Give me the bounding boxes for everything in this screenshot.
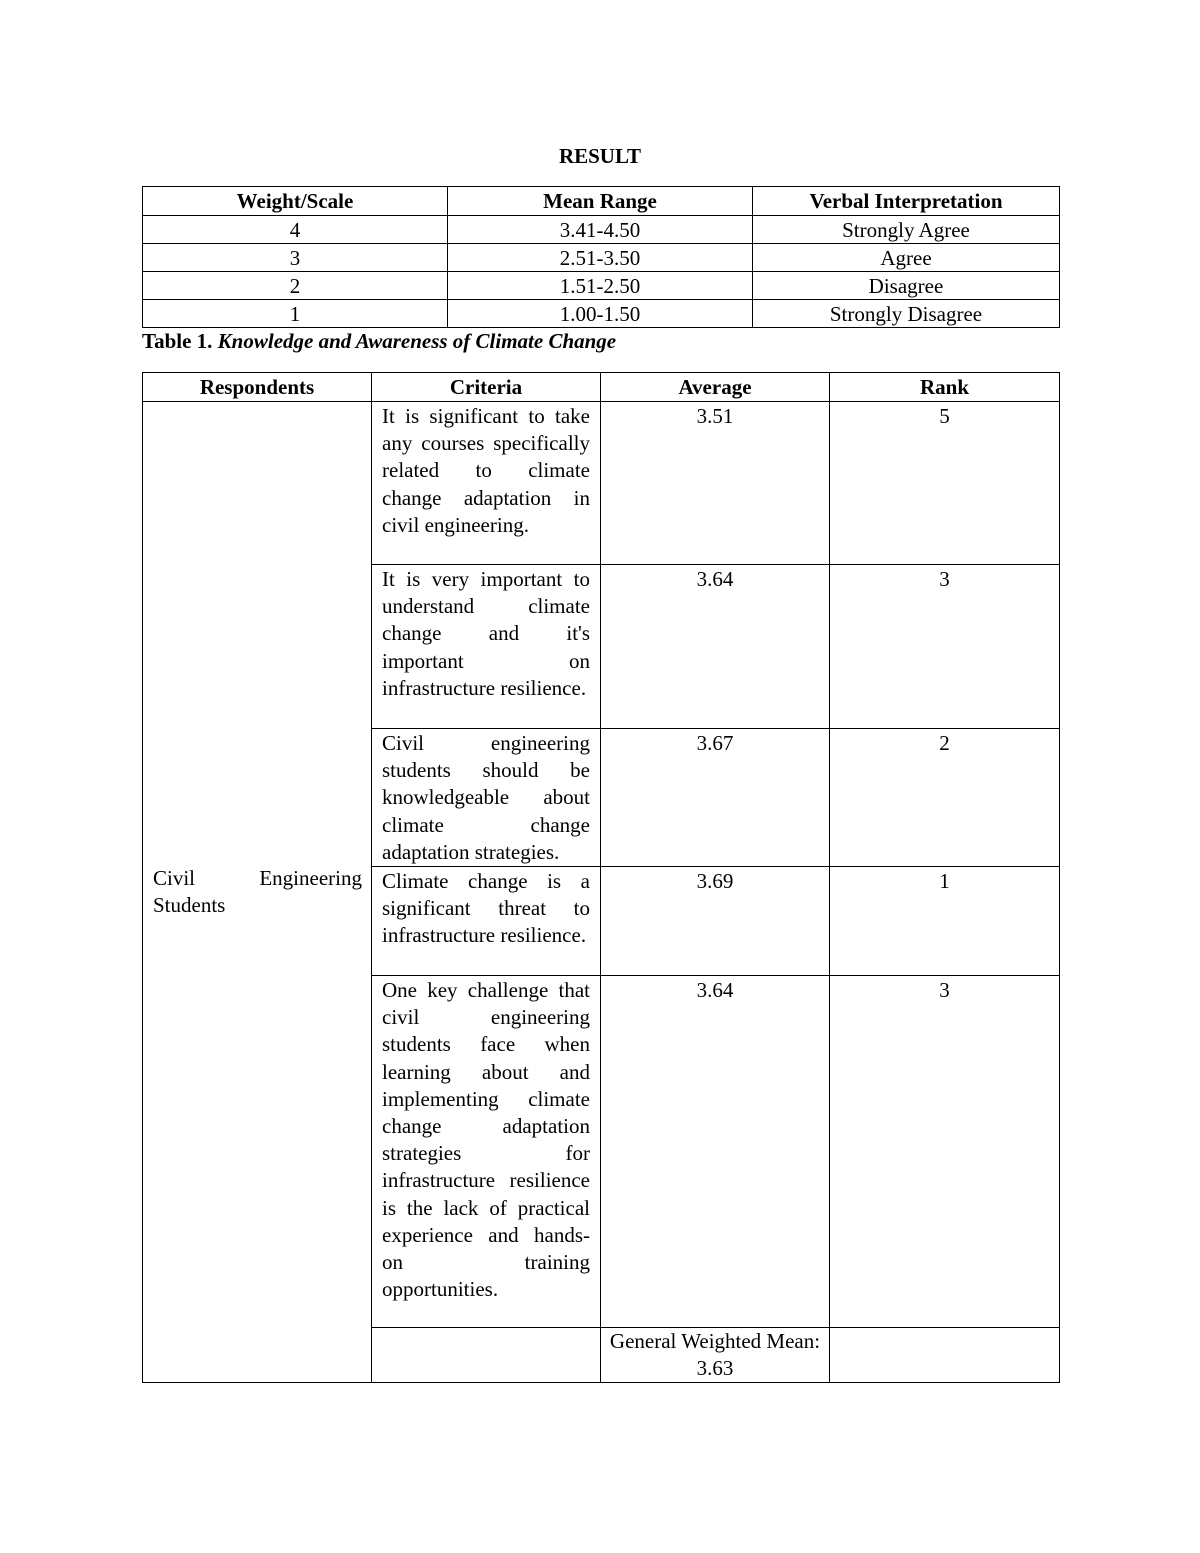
table-header-row (143, 187, 1060, 216)
table-header-row (143, 373, 1060, 402)
mean-range-cell: 1.51-2.50 (448, 272, 753, 300)
criteria-cell: Civil engineering students should be knowledgeable about climate change adaptation strategies. (372, 729, 601, 867)
mean-range-cell: 1.00-1.50 (448, 300, 753, 328)
mean-range-cell: 3.41-4.50 (448, 216, 753, 244)
interpretation-cell: Strongly Disagree (753, 300, 1060, 328)
interpretation-cell: Disagree (753, 272, 1060, 300)
table-row (143, 402, 1060, 565)
respondent-line: Students (153, 893, 226, 918)
average-cell: 3.51 (601, 402, 830, 565)
results-table (142, 372, 1060, 1383)
header-mean-range: Mean Range (448, 187, 753, 216)
mean-range-cell: 2.51-3.50 (448, 244, 753, 272)
caption-title: Knowledge and Awareness of Climate Change (217, 329, 617, 353)
respondent-line: Civil Engineering (153, 866, 362, 890)
table-row (143, 216, 1060, 244)
average-cell: 3.64 (601, 976, 830, 1328)
weight-cell: 4 (143, 216, 448, 244)
table-caption (142, 328, 616, 354)
rank-cell: 2 (830, 729, 1060, 867)
header-average: Average (601, 373, 830, 402)
average-cell: 3.69 (601, 867, 830, 976)
interpretation-cell: Strongly Agree (753, 216, 1060, 244)
weight-scale-table (142, 186, 1060, 328)
rank-cell: 3 (830, 565, 1060, 729)
caption-label: Table 1. (142, 329, 213, 353)
header-respondents: Respondents (143, 373, 372, 402)
table-row (143, 300, 1060, 328)
rank-cell: 1 (830, 867, 1060, 976)
empty-rank-cell (830, 1328, 1060, 1383)
criteria-cell: Climate change is a significant threat to infrastructure resilience. (372, 867, 601, 976)
header-weight-scale: Weight/Scale (143, 187, 448, 216)
page-title: RESULT (558, 144, 642, 168)
general-weighted-mean: General Weighted Mean: 3.63 (601, 1328, 830, 1383)
table-row (143, 244, 1060, 272)
criteria-cell: One key challenge that civil engineering students face when learning about and implementing climate change adaptation strategies for infrastructure resilience is the lack of practical experience and hands-on training opportunities. (372, 976, 601, 1328)
average-cell: 3.67 (601, 729, 830, 867)
empty-criteria-cell (372, 1328, 601, 1383)
average-cell: 3.64 (601, 565, 830, 729)
interpretation-cell: Agree (753, 244, 1060, 272)
weight-cell: 1 (143, 300, 448, 328)
header-rank: Rank (830, 373, 1060, 402)
criteria-cell: It is significant to take any courses specifically related to climate change adaptation in civil engineering. (372, 402, 601, 565)
header-criteria: Criteria (372, 373, 601, 402)
respondent-cell (143, 402, 372, 1383)
header-verbal-interpretation: Verbal Interpretation (753, 187, 1060, 216)
criteria-cell: It is very important to understand climate change and it's important on infrastructure resilience. (372, 565, 601, 729)
rank-cell: 3 (830, 976, 1060, 1328)
weight-cell: 2 (143, 272, 448, 300)
weight-cell: 3 (143, 244, 448, 272)
rank-cell: 5 (830, 402, 1060, 565)
table-row (143, 272, 1060, 300)
